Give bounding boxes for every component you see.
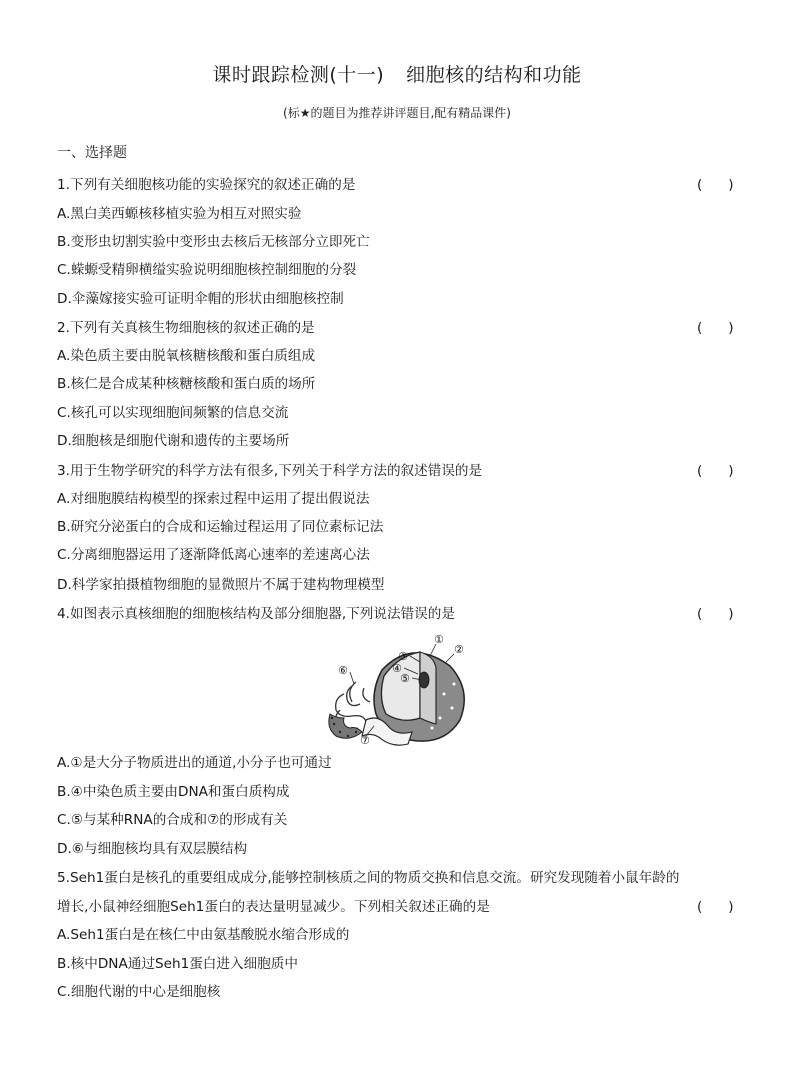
q4-option-c: C.⑤与某种RNA的合成和⑦的形成有关 xyxy=(57,812,288,828)
q1-option-c: C.蝾螈受精卵横缢实验说明细胞核控制细胞的分裂 xyxy=(57,262,357,278)
label-5: ⑤ xyxy=(400,672,410,685)
q4-option-a: A.①是大分子物质进出的通道,小分子也可通过 xyxy=(57,755,332,771)
question-4-stem: 4.如图表示真核细胞的细胞核结构及部分细胞器,下列说法错误的是 xyxy=(57,606,455,622)
q3-option-c: C.分离细胞器运用了逐渐降低离心速率的差速离心法 xyxy=(57,547,370,563)
nucleus-diagram xyxy=(322,628,472,748)
question-3-stem: 3.用于生物学研究的科学方法有很多,下列关于科学方法的叙述错误的是 xyxy=(57,463,483,479)
section-heading: 一、选择题 xyxy=(57,145,127,161)
q4-option-d: D.⑥与细胞核均具有双层膜结构 xyxy=(57,841,248,857)
question-1-stem: 1.下列有关细胞核功能的实验探究的叙述正确的是 xyxy=(57,177,356,193)
q1-option-d: D.伞藻嫁接实验可证明伞帽的形状由细胞核控制 xyxy=(57,291,344,307)
page-subtitle: (标★的题目为推荐讲评题目,配有精品课件) xyxy=(283,106,511,120)
answer-blank-4: ( ) xyxy=(697,606,734,622)
question-5-stem-line2: 增长,小鼠神经细胞Seh1蛋白的表达量明显减少。下列相关叙述正确的是 xyxy=(57,899,490,915)
label-1: ① xyxy=(434,633,444,646)
answer-blank-1: ( ) xyxy=(697,177,734,193)
q1-option-a: A.黑白美西螈核移植实验为相互对照实验 xyxy=(57,206,302,222)
q4-option-b: B.④中染色质主要由DNA和蛋白质构成 xyxy=(57,784,290,800)
q2-option-d: D.细胞核是细胞代谢和遗传的主要场所 xyxy=(57,433,290,449)
label-3: ③ xyxy=(398,650,408,663)
title-left: 课时跟踪检测(十一) xyxy=(212,64,385,86)
label-7: ⑦ xyxy=(360,734,370,747)
answer-blank-3: ( ) xyxy=(697,463,734,479)
q5-option-b: B.核中DNA通过Seh1蛋白进入细胞质中 xyxy=(57,956,298,972)
q5-option-c: C.细胞代谢的中心是细胞核 xyxy=(57,984,221,1000)
q1-option-b: B.变形虫切割实验中变形虫去核后无核部分立即死亡 xyxy=(57,234,370,250)
question-2-stem: 2.下列有关真核生物细胞核的叙述正确的是 xyxy=(57,320,315,336)
title-right: 细胞核的结构和功能 xyxy=(406,64,582,86)
q5-option-a: A.Seh1蛋白是在核仁中由氨基酸脱水缩合形成的 xyxy=(57,927,350,943)
answer-blank-5: ( ) xyxy=(697,899,734,915)
q2-option-c: C.核孔可以实现细胞间频繁的信息交流 xyxy=(57,405,289,421)
label-2: ② xyxy=(454,643,464,656)
q3-option-a: A.对细胞膜结构模型的探索过程中运用了提出假说法 xyxy=(57,491,370,507)
q2-option-b: B.核仁是合成某种核糖核酸和蛋白质的场所 xyxy=(57,376,316,392)
rough-er xyxy=(329,714,362,738)
question-5-stem-line1: 5.Seh1蛋白是核孔的重要组成成分,能够控制核质之间的物质交换和信息交流。研究发现随着小鼠年龄的 xyxy=(57,870,680,886)
page-title xyxy=(0,60,794,87)
label-6: ⑥ xyxy=(338,664,348,677)
answer-blank-2: ( ) xyxy=(697,320,734,336)
q3-option-d: D.科学家拍摄植物细胞的显微照片不属于建构物理模型 xyxy=(57,577,385,593)
label-4: ④ xyxy=(392,662,402,675)
q2-option-a: A.染色质主要由脱氧核糖核酸和蛋白质组成 xyxy=(57,348,316,364)
q3-option-b: B.研究分泌蛋白的合成和运输过程运用了同位素标记法 xyxy=(57,519,384,535)
